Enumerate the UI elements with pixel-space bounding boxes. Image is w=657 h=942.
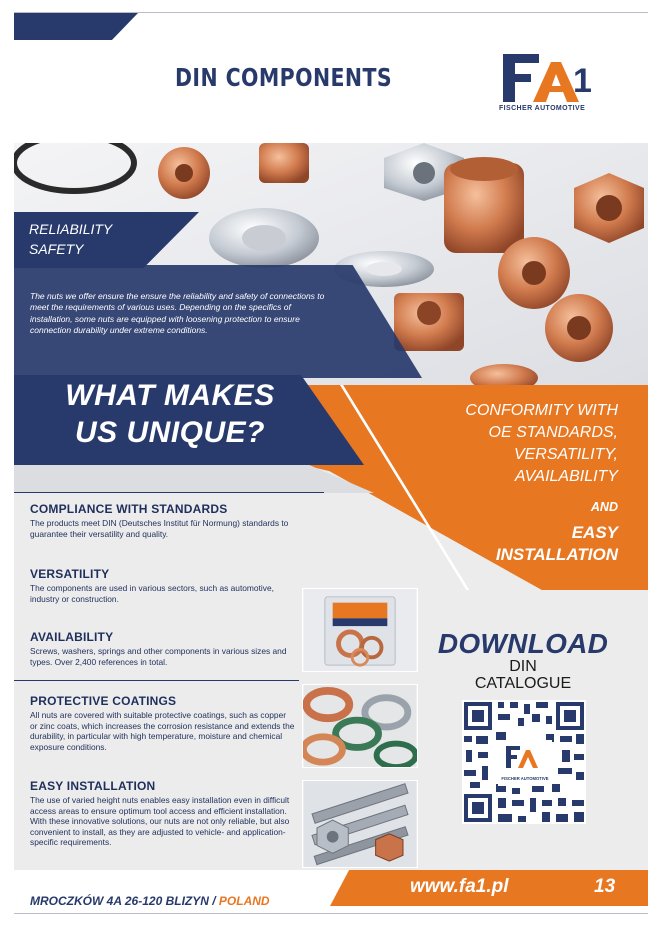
packaged-components-image <box>302 588 418 672</box>
oe-line-3: VERSATILITY, <box>513 446 618 463</box>
address-country: POLAND <box>218 894 270 908</box>
top-rule <box>14 12 648 13</box>
and-text: AND <box>590 500 618 514</box>
conformity-text <box>400 400 618 488</box>
reliability-tags <box>29 219 112 259</box>
feature-coatings <box>30 694 295 752</box>
unique-line-1: WHAT MAKES <box>65 379 275 412</box>
easy-installation-text <box>440 522 618 566</box>
feature-heading: VERSATILITY <box>30 567 110 581</box>
feature-heading: AVAILABILITY <box>30 630 114 644</box>
feature-heading: EASY INSTALLATION <box>30 779 156 793</box>
page-number: 13 <box>594 876 616 897</box>
tag-safety: SAFETY <box>29 241 84 257</box>
download-subtitle <box>428 658 618 692</box>
website-link[interactable]: www.fa1.pl <box>410 876 509 897</box>
oe-line-4: AVAILABILITY <box>514 468 618 485</box>
logo-caption: FISCHER AUTOMOTIVE <box>499 105 586 112</box>
feature-heading: COMPLIANCE WITH STANDARDS <box>30 502 228 516</box>
catalogue-qr-code[interactable] <box>462 700 586 824</box>
features-mid-rule <box>14 680 299 681</box>
feature-body: The products meet DIN (Deutsches Institut für Normung) standards to guarantee their versatility and quality. <box>30 518 289 539</box>
qr-caption: FISCHER AUTOMOTIVE <box>501 776 549 781</box>
unique-heading <box>0 377 340 451</box>
download-sub-1: DIN <box>509 658 537 675</box>
easy-line-1: EASY <box>571 523 618 542</box>
tag-reliability: RELIABILITY <box>29 221 113 237</box>
feature-body: The components are used in various sectors, such as automotive, industry or construction. <box>30 583 274 604</box>
download-heading: DOWNLOAD <box>437 628 609 659</box>
feature-easy-installation <box>30 779 295 848</box>
feature-body: The use of varied height nuts enables easy installation even in difficult access areas to ensure optimum tool access and efficient installation. With these innovative solutions, our nuts are not only reliable, but also convenient to install, as they are adjusted to vehicle- and application-specific requirements. <box>30 795 290 848</box>
easy-line-2: INSTALLATION <box>495 545 618 564</box>
feature-availability <box>30 630 290 667</box>
feature-versatility <box>30 567 285 604</box>
unique-line-2: US UNIQUE? <box>74 416 265 449</box>
washers-image <box>302 684 418 768</box>
features-top-rule <box>14 492 324 493</box>
top-corner-tab <box>14 13 138 40</box>
bottom-rule <box>14 913 648 914</box>
feature-heading: PROTECTIVE COATINGS <box>30 694 177 708</box>
download-sub-2: CATALOGUE <box>474 675 572 692</box>
logo-digit: 1 <box>573 62 592 100</box>
oe-line-1: CONFORMITY WITH <box>465 402 618 419</box>
feature-body: Screws, washers, springs and other components in various sizes and types. Over 2,400 references in total. <box>30 646 287 667</box>
bolts-and-nuts-image <box>302 780 418 868</box>
hero-description: The nuts we offer ensure the ensure the reliability and safety of connections to meet the requirements of various uses. Depending on the specifics of installation, some nuts are equipped with loosening protection to ensure connection durability under extreme conditions. <box>30 291 325 335</box>
address-text: MROCZKÓW 4A 26-120 BLIZYN / <box>30 894 216 908</box>
page-title: DIN COMPONENTS <box>175 63 393 92</box>
feature-compliance <box>30 502 300 539</box>
oe-line-2: OE STANDARDS, <box>488 424 618 441</box>
feature-body: All nuts are covered with suitable protective coatings, such as copper or zinc coats, which increases the corrosion resistance and extends the durability, in particular with high temperature, moisture and chemical exposure conditions. <box>30 710 295 752</box>
footer-address <box>30 894 270 908</box>
